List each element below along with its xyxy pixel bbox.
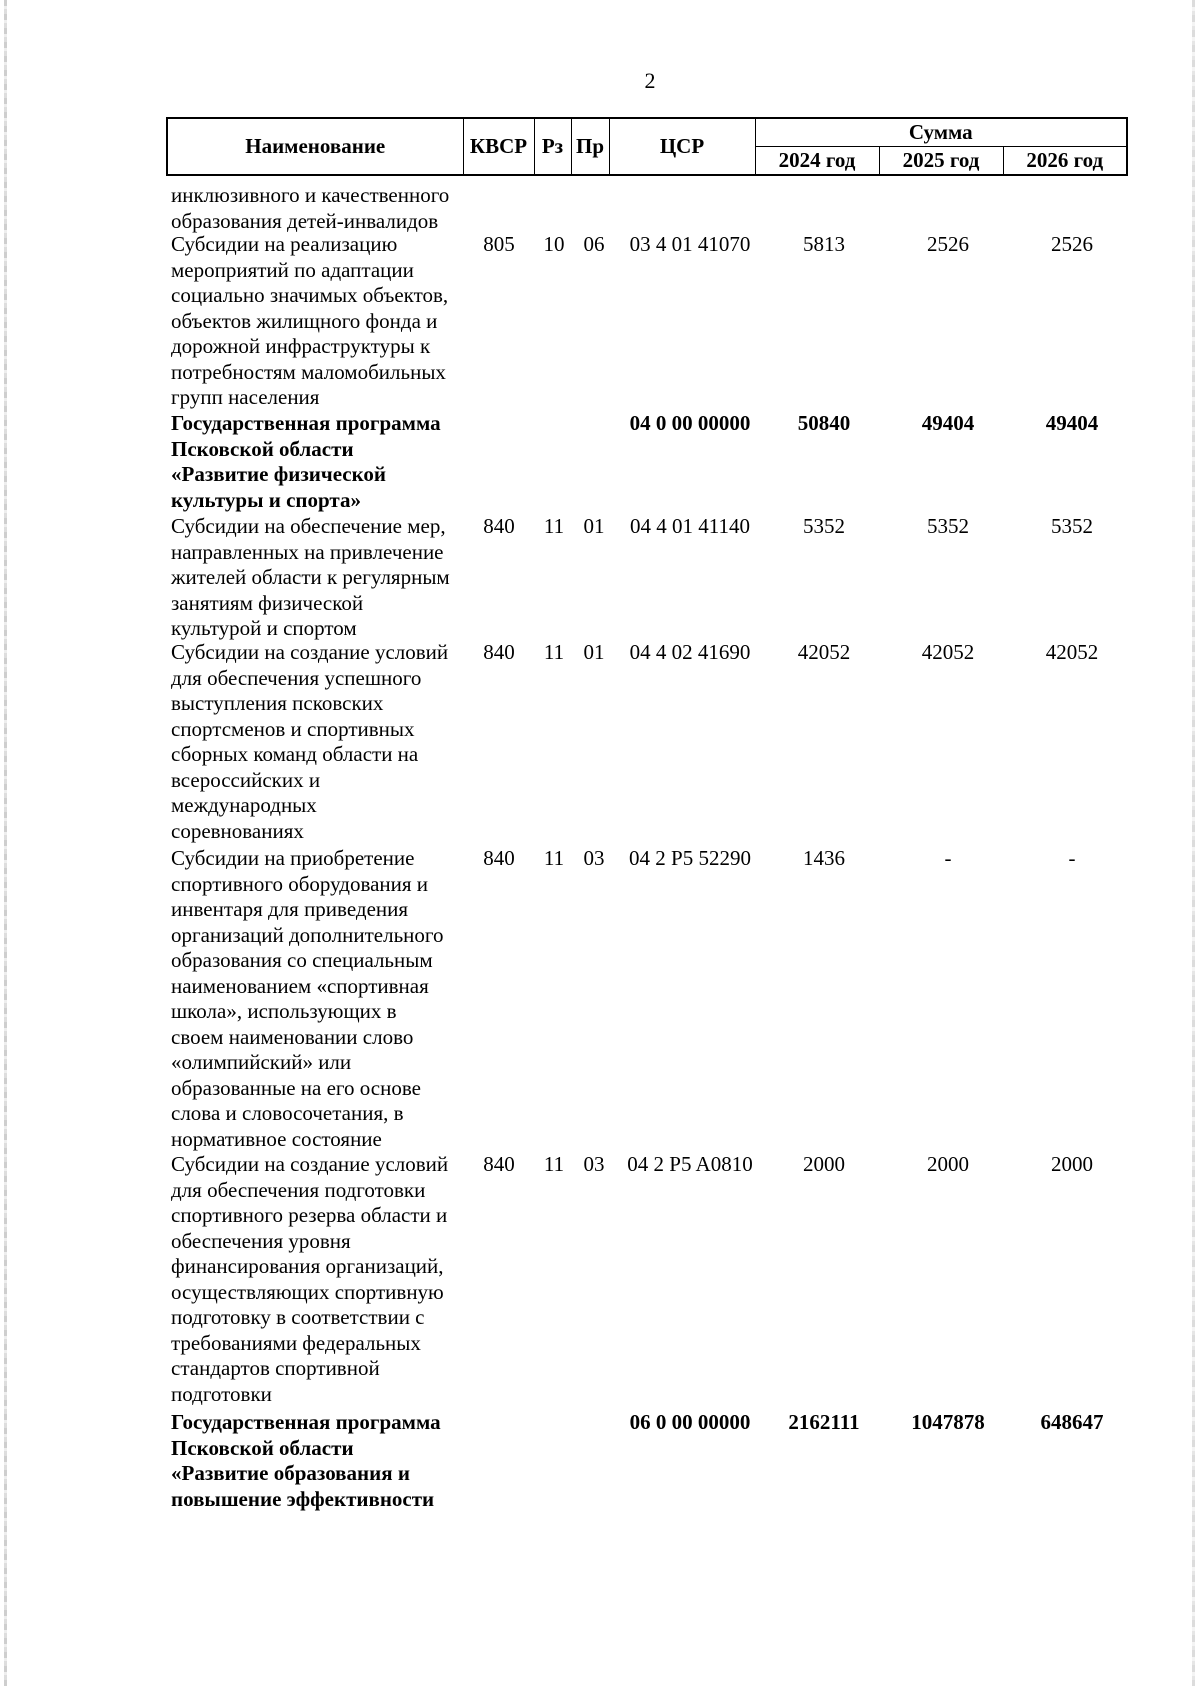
row-csr: 04 2 P5 A0810 [627, 1152, 753, 1176]
row-kvsr: 840 [483, 640, 515, 664]
row-pr: 03 [583, 1152, 605, 1176]
row-sum-2025: 1047878 [911, 1410, 985, 1434]
table-header [166, 117, 1128, 176]
row-csr: 04 4 02 41690 [629, 640, 751, 664]
row-sum-2026: 2000 [1051, 1152, 1093, 1176]
row-pr: 01 [583, 640, 605, 664]
row-name: Субсидии на создание условий для обеспечения успешного выступления псковских спортсменов и спортивных сборных команд области на всероссийских и международных соревнованиях [171, 640, 449, 843]
scan-edge-left [4, 0, 7, 1686]
row-sum-2024: 5813 [803, 232, 845, 256]
row-name: Государственная программа Псковской области «Развитие физической культуры и спорта» [171, 411, 441, 512]
header-year-2026: 2026 год [1003, 146, 1127, 175]
row-rz: 11 [543, 1152, 565, 1176]
row-csr: 04 4 01 41140 [630, 514, 750, 538]
row-kvsr: 840 [483, 846, 515, 870]
row-sum-2026: - [1068, 846, 1076, 870]
header-pr: Пр [571, 118, 609, 175]
row-sum-2024: 50840 [797, 411, 851, 435]
row-name: Субсидии на реализацию мероприятий по адаптации социально значимых объектов, объектов жилищного фонда и дорожной инфраструктуры к потребностям маломобильных групп населения [171, 232, 449, 409]
row-name: Государственная программа Псковской области «Развитие образования и повышение эффективности [171, 1410, 441, 1511]
row-sum-2026: 648647 [1040, 1410, 1104, 1434]
row-rz: 11 [543, 846, 565, 870]
row-sum-2025: 49404 [921, 411, 975, 435]
row-csr: 04 2 P5 52290 [629, 846, 751, 870]
row-kvsr: 840 [483, 514, 515, 538]
row-sum-2024: 2000 [803, 1152, 845, 1176]
row-sum-2024: 42052 [797, 640, 851, 664]
row-name: Субсидии на создание условий для обеспечения подготовки спортивного резерва области и обеспечения уровня финансирования организаций, осуществляющих спортивную подготовку в соответствии с требованиями федеральных стандартов спортивной подготовки [171, 1152, 449, 1406]
row-rz: 10 [543, 232, 565, 256]
row-csr: 06 0 00 00000 [629, 1410, 751, 1434]
header-csr: ЦСР [609, 118, 755, 175]
header-year-2024: 2024 год [755, 146, 879, 175]
row-sum-2026: 42052 [1045, 640, 1099, 664]
row-sum-2025: 42052 [921, 640, 975, 664]
page-number: 2 [644, 68, 656, 93]
row-sum-2026: 2526 [1051, 232, 1093, 256]
row-sum-2025: - [944, 846, 952, 870]
row-csr: 03 4 01 41070 [629, 232, 751, 256]
header-name: Наименование [167, 118, 463, 175]
scan-edge-right [1192, 0, 1195, 1686]
row-pr: 01 [583, 514, 605, 538]
header-rz: Рз [534, 118, 571, 175]
row-csr: 04 0 00 00000 [629, 411, 751, 435]
row-sum-2025: 2000 [927, 1152, 969, 1176]
row-sum-2024: 5352 [803, 514, 845, 538]
row-kvsr: 840 [483, 1152, 515, 1176]
row-sum-2024: 1436 [803, 846, 845, 870]
row-kvsr: 805 [483, 232, 515, 256]
row-sum-2024: 2162111 [788, 1410, 860, 1434]
row-pr: 06 [583, 232, 605, 256]
row-sum-2026: 5352 [1051, 514, 1093, 538]
row-pr: 03 [583, 846, 605, 870]
row-name: Субсидии на приобретение спортивного оборудования и инвентаря для приведения организаций дополнительного образования со специальным наименованием «спортивная школа», использующих в своем наименовании слово «олимпийский» или образованные на его основе слова и словосочетания, в нормативное состояние [171, 846, 444, 1151]
row-sum-2025: 5352 [927, 514, 969, 538]
row-rz: 11 [543, 640, 565, 664]
row-sum-2025: 2526 [927, 232, 969, 256]
header-year-2025: 2025 год [879, 146, 1003, 175]
row-name: Субсидии на обеспечение мер, направленных на привлечение жителей области к регулярным занятиям физической культурой и спортом [171, 514, 450, 640]
row-rz: 11 [543, 514, 565, 538]
header-kvsr: КВСР [463, 118, 534, 175]
header-sum: Сумма [755, 118, 1127, 146]
row-name: инклюзивного и качественного образования детей-инвалидов [171, 183, 450, 233]
row-sum-2026: 49404 [1045, 411, 1099, 435]
